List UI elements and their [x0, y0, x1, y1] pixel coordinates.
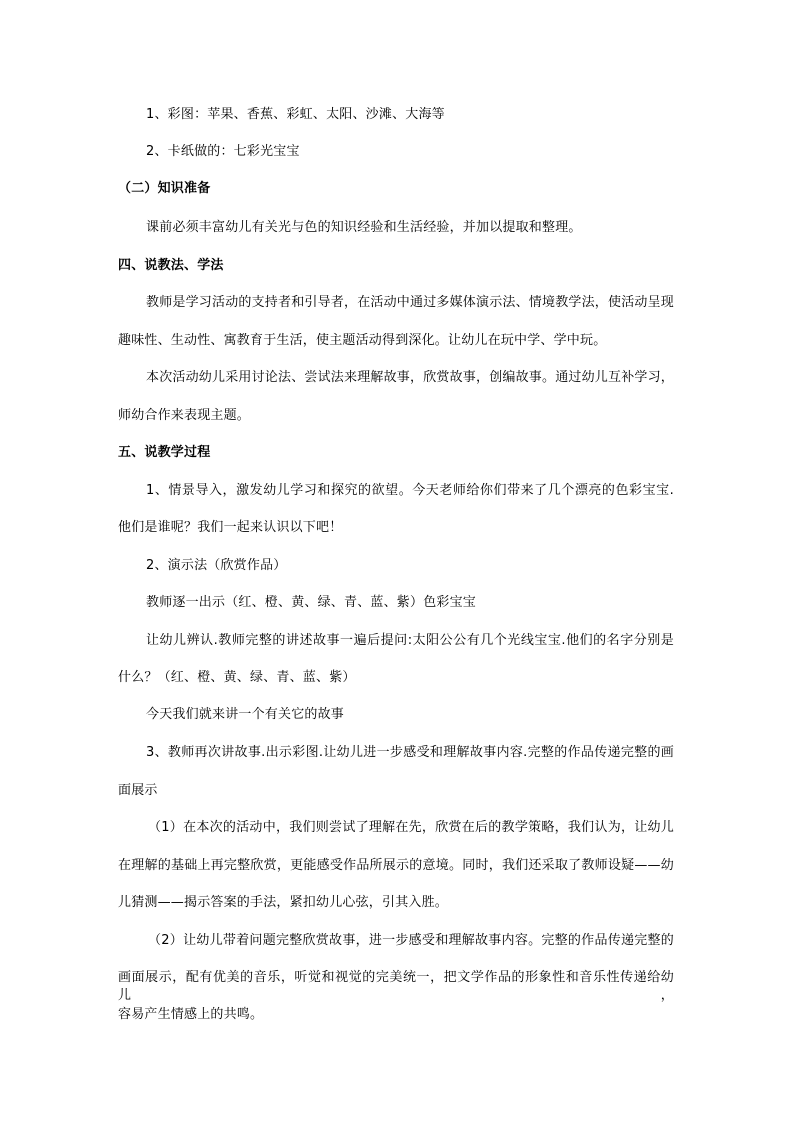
strategy-1-line-2: 在理解的基础上再完整欣赏，更能感受作品所展示的意境。同时，我们还采取了教师设疑——幼	[118, 858, 674, 873]
process-story-intro: 今天我们就来讲一个有关它的故事	[146, 707, 345, 722]
paragraph-methods-line-2: 趣味性、生动性、寓教育于生活，使主题活动得到深化。让幼儿在玩中学、学中玩。	[118, 333, 607, 348]
process-question-line-2: 什么？（红、橙、黄、绿、青、蓝、紫）	[118, 670, 356, 685]
strategy-2-line-2: 画面展示，配有优美的音乐，听觉和视觉的完美统一，把文学作品的形象性和音乐性传递给幼儿，	[118, 970, 674, 1003]
process-step-1-line-1: 1、情景导入，激发幼儿学习和探究的欲望。今天老师给你们带来了几个漂亮的色彩宝宝.	[146, 483, 674, 498]
process-question-line-1: 让幼儿辨认.教师完整的讲述故事一遍后提问:太阳公公有几个光线宝宝.他们的名字分别是	[146, 633, 674, 648]
process-step-3-line-2: 面展示	[118, 783, 158, 798]
paragraph-activity-line-1: 本次活动幼儿采用讨论法、尝试法来理解故事，欣赏故事，创编故事。通过幼儿互补学习，	[146, 370, 675, 385]
paragraph-methods-line-1: 教师是学习活动的支持者和引导者，在活动中通过多媒体演示法、情境教学法，使活动呈现	[146, 295, 675, 310]
section-heading-methods: 四、说教法、学法	[118, 258, 224, 273]
process-step-2: 2、演示法（欣赏作品）	[146, 558, 287, 573]
material-item-2: 2、卡纸做的：七彩光宝宝	[146, 144, 300, 159]
section-heading-process: 五、说教学过程	[118, 445, 211, 460]
strategy-2-line-1: （2）让幼儿带着问题完整欣赏故事，进一步感受和理解故事内容。完整的作品传递完整的	[148, 933, 674, 948]
process-step-1-line-2: 他们是谁呢？我们一起来认识以下吧！	[118, 520, 343, 535]
paragraph-activity-line-2: 师幼合作来表现主题。	[118, 408, 251, 423]
strategy-1-line-1: （1）在本次的活动中，我们则尝试了理解在先，欣赏在后的教学策略，我们认为，让幼儿	[148, 820, 674, 835]
strategy-1-line-3: 儿猜测——揭示答案的手法，紧扣幼儿心弦，引其入胜。	[118, 895, 449, 910]
paragraph-knowledge: 课前必须丰富幼儿有关光与色的知识经验和生活经验，并加以提取和整理。	[146, 220, 582, 235]
document-page	[118, 96, 674, 1027]
process-step-3-line-1: 3、教师再次讲故事.出示彩图.让幼儿进一步感受和理解故事内容.完整的作品传递完整的画	[146, 745, 674, 760]
strategy-2-line-3: 容易产生情感上的共鸣。	[118, 1007, 264, 1022]
section-heading-knowledge: （二）知识准备	[118, 181, 211, 196]
material-item-1: 1、彩图：苹果、香蕉、彩虹、太阳、沙滩、大海等	[146, 107, 445, 122]
process-step-2-detail: 教师逐一出示（红、橙、黄、绿、青、蓝、紫）色彩宝宝	[146, 595, 477, 610]
